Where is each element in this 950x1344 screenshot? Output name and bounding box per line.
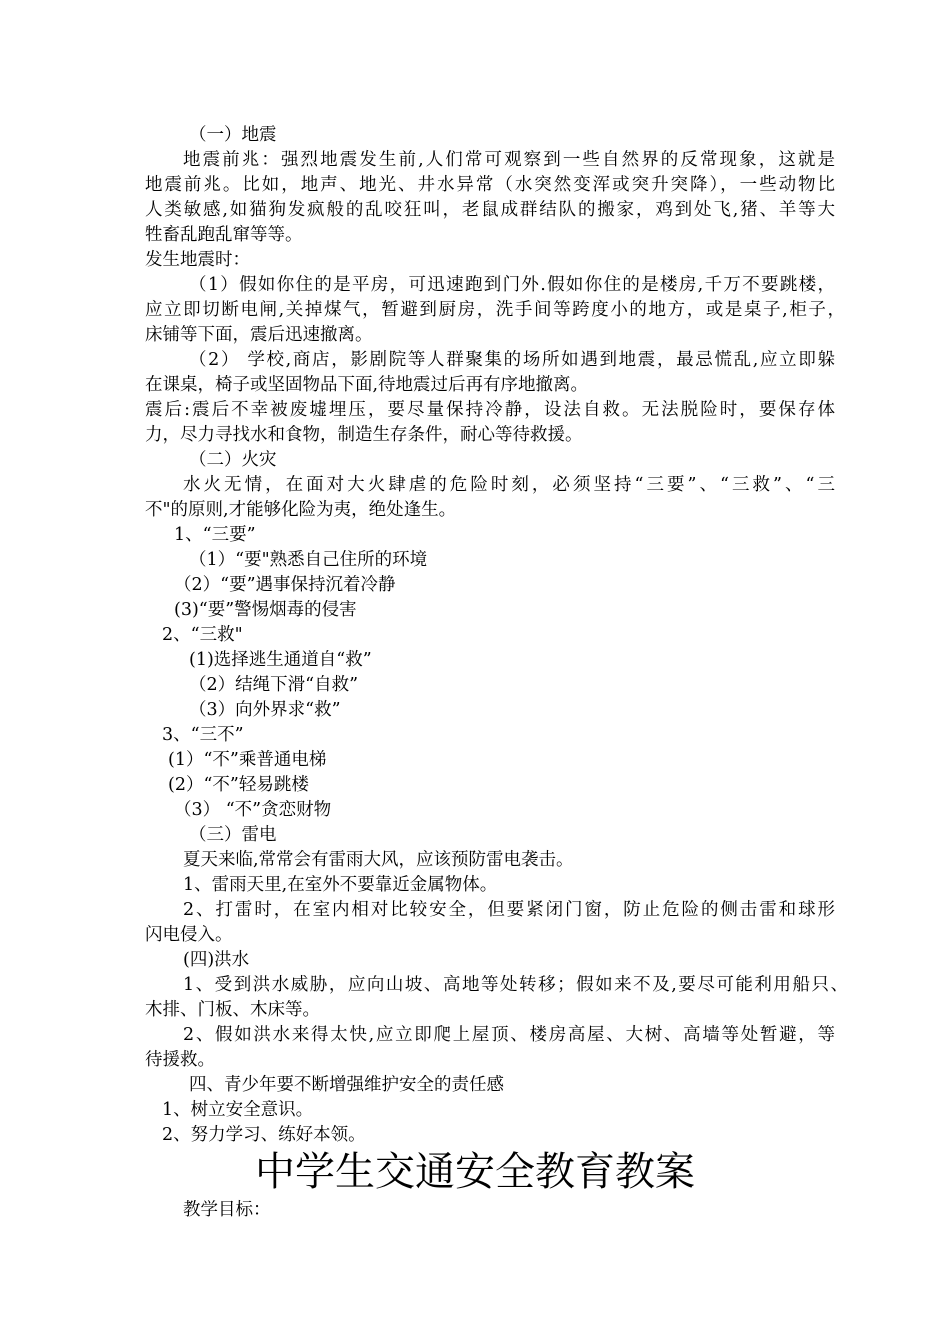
list-item: (1）“不”乘普通电梯 [168, 750, 327, 770]
paragraph-line: 水火无情，在面对大火肆虐的危险时刻，必须坚持“三要”、“三救”、“三 [183, 475, 835, 495]
paragraph-line: 不"的原则,才能够化险为夷，绝处逢生。 [145, 500, 457, 520]
paragraph-line: 地震前兆：强烈地震发生前,人们常可观察到一些自然界的反常现象，这就是 [183, 150, 835, 170]
list-item: （3） “不”贪恋财物 [174, 800, 332, 820]
paragraph-line: 1、雷雨天里,在室外不要靠近金属物体。 [183, 875, 498, 895]
paragraph-line: 牲畜乱跑乱窜等等。 [145, 225, 303, 245]
heading-earthquake: （一）地震 [189, 125, 277, 145]
heading-responsibility: 四、青少年要不断增强维护安全的责任感 [189, 1075, 504, 1095]
list-item: （2）“要”遇事保持沉着冷静 [174, 575, 396, 595]
heading-flood: (四)洪水 [183, 950, 250, 970]
paragraph-line: 地震前兆。比如，地声、地光、井水异常（水突然变浑或突升突降），一些动物比 [145, 175, 835, 195]
list-item: 1、“三要” [174, 525, 256, 545]
list-item: (2）“不”轻易跳楼 [168, 775, 309, 795]
list-item: (1)选择逃生通道自“救” [189, 650, 372, 670]
paragraph-line: 夏天来临,常常会有雷雨大风，应该预防雷电袭击。 [183, 850, 574, 870]
paragraph-line: 木排、门板、木床等。 [145, 1000, 320, 1020]
list-item: （2）结绳下滑“自救” [189, 675, 359, 695]
list-item: （3）向外界求“救” [189, 700, 341, 720]
document-title: 中学生交通安全教育教案 [255, 1149, 695, 1195]
subheading-during-earthquake: 发生地震时： [145, 250, 250, 270]
heading-lightning: （三）雷电 [189, 825, 277, 845]
paragraph-line: 待援救。 [145, 1050, 215, 1070]
list-item: 2、“三救" [162, 625, 243, 645]
paragraph-line: 人类敏感,如猫狗发疯般的乱咬狂叫，老鼠成群结队的搬家，鸡到处飞,猪、羊等大 [145, 200, 835, 220]
list-item: 1、树立安全意识。 [162, 1100, 314, 1120]
teaching-goals-label: 教学目标： [183, 1200, 271, 1220]
list-item: 2、努力学习、练好本领。 [162, 1125, 366, 1145]
paragraph-line: 床铺等下面，震后迅速撤离。 [145, 325, 373, 345]
paragraph-line: （1）假如你住的是平房，可迅速跑到门外.假如你住的是楼房,千万不要跳楼， [189, 275, 835, 295]
paragraph-line: 震后:震后不幸被废墟埋压，要尽量保持冷静，设法自救。无法脱险时，要保存体 [145, 400, 835, 420]
heading-fire: （二）火灾 [189, 450, 277, 470]
paragraph-line: （2） 学校,商店，影剧院等人群聚集的场所如遇到地震，最忌慌乱,应立即躲 [189, 350, 835, 370]
paragraph-line: 1、受到洪水威胁，应向山坡、高地等处转移；假如来不及,要尽可能利用船只、 [183, 975, 848, 995]
list-item: 3、“三不” [162, 725, 244, 745]
list-item: （1）“要"熟悉自己住所的环境 [189, 550, 428, 570]
paragraph-line: 闪电侵入。 [145, 925, 233, 945]
paragraph-line: 应立即切断电闸,关掉煤气，暂避到厨房，洗手间等跨度小的地方，或是桌子,柜子， [145, 300, 845, 320]
paragraph-line: 2、假如洪水来得太快,应立即爬上屋顶、楼房高屋、大树、高墙等处暂避，等 [183, 1025, 835, 1045]
paragraph-line: 2、打雷时，在室内相对比较安全，但要紧闭门窗，防止危险的侧击雷和球形 [183, 900, 835, 920]
list-item: (3)“要”警惕烟毒的侵害 [174, 600, 357, 620]
paragraph-line: 力，尽力寻找水和食物，制造生存条件，耐心等待救援。 [145, 425, 583, 445]
paragraph-line: 在课桌，椅子或坚固物品下面,待地震过后再有序地撤离。 [145, 375, 589, 395]
